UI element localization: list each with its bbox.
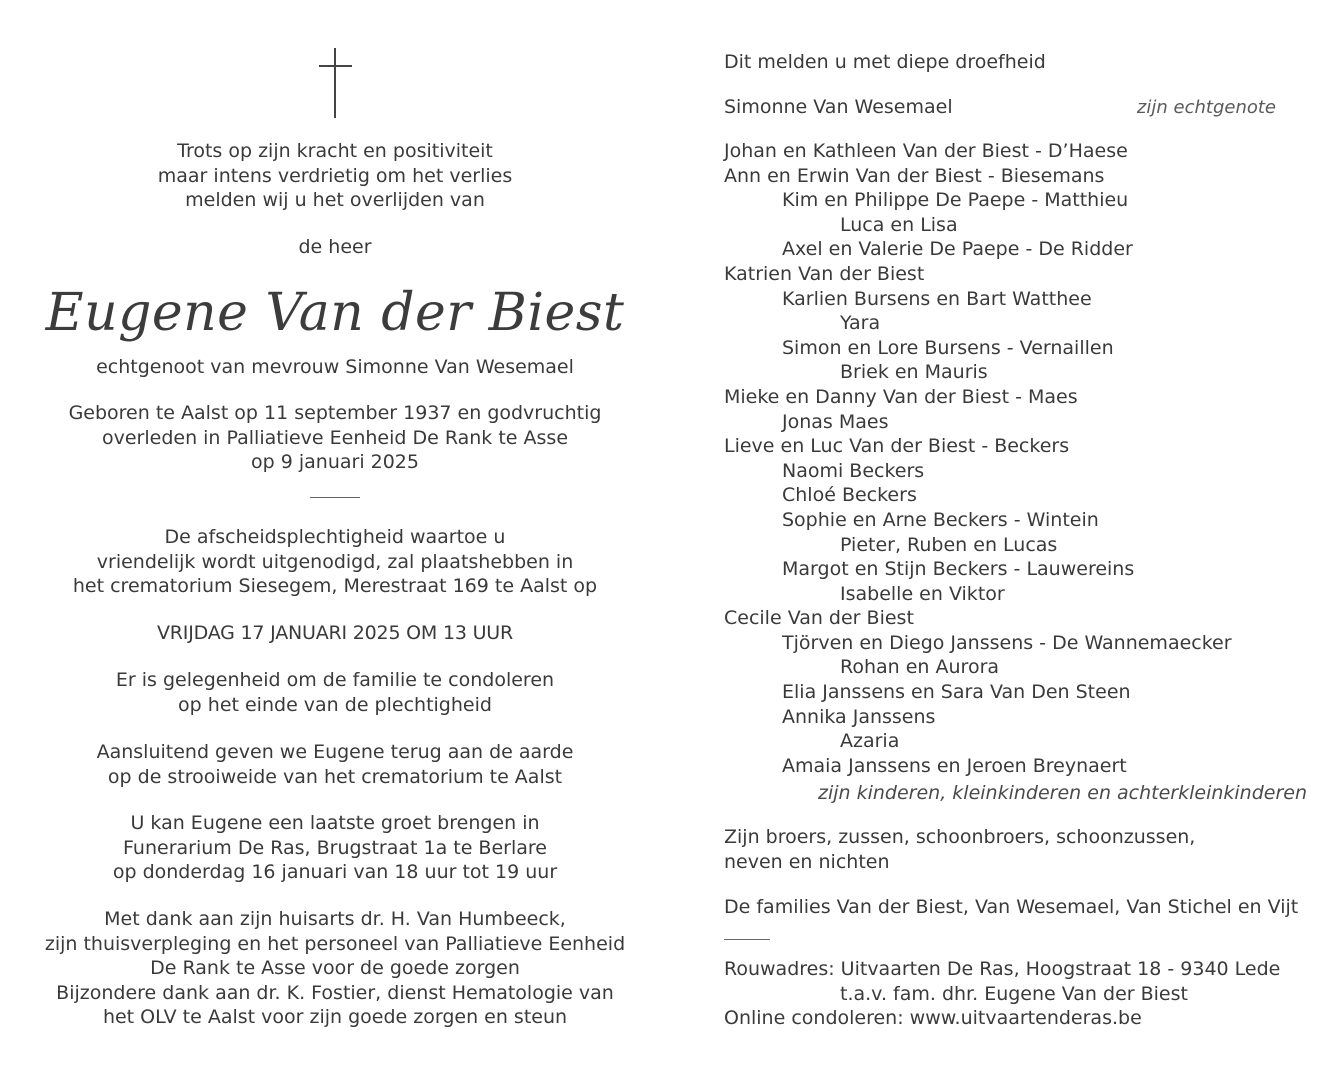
family-member: Isabelle en Viktor <box>840 582 1005 605</box>
family-member: Rohan en Aurora <box>840 656 1000 679</box>
family-member: Pieter, Ruben en Lucas <box>840 533 1058 556</box>
family-member: Axel en Valerie De Paepe - De Ridder <box>782 238 1133 261</box>
family-member: Mieke en Danny Van der Biest - Maes <box>724 385 1078 408</box>
family-member: Karlien Bursens en Bart Watthee <box>782 287 1092 310</box>
family-member: Luca en Lisa <box>840 213 958 236</box>
burial-text: Aansluitend geven we Eugene terug aan de aarde op de strooiweide van het crematorium te Aalst <box>96 741 574 788</box>
family-member: Johan en Kathleen Van der Biest - D’Haese <box>724 140 1128 162</box>
family-list <box>724 139 1232 778</box>
family-member: Briek en Mauris <box>840 361 988 384</box>
mourning-address: Rouwadres: Uitvaarten De Ras, Hoogstraat 18 - 9340 Lede <box>724 958 1281 980</box>
family-member: Sophie en Arne Beckers - Wintein <box>782 508 1099 531</box>
cross-icon <box>335 48 336 49</box>
family-member: Margot en Stijn Beckers - Lauwereins <box>782 558 1135 581</box>
family-member: Naomi Beckers <box>782 459 925 482</box>
family-member: Yara <box>840 312 881 335</box>
family-member: Tjörven en Diego Janssens - De Wannemaecker <box>782 631 1232 654</box>
family-member: Amaia Janssens en Jeroen Breynaert <box>782 754 1127 777</box>
ceremony-text: De afscheidsplechtigheid waartoe u vriendelijk wordt uitgenodigd, zal plaatshebben in het crematorium Siesegem, Merestraat 169 te Aalst op <box>72 526 598 598</box>
spouse-name: Simonne Van Wesemael <box>724 96 953 118</box>
family-member: Chloé Beckers <box>782 484 917 507</box>
divider <box>310 497 360 498</box>
siblings-text: Zijn broers, zussen, schoonbroers, schoonzussen, neven en nichten <box>724 826 1196 873</box>
announcement: Dit melden u met diepe droefheid <box>724 51 1046 73</box>
divider <box>724 939 770 940</box>
family-member: Katrien Van der Biest <box>724 262 925 285</box>
family-member: Simon en Lore Bursens - Vernaillen <box>782 336 1114 359</box>
families-line: De families Van der Biest, Van Wesemael, Van Stichel en Vijt <box>724 896 1299 918</box>
online-condolence: Online condoleren: www.uitvaartenderas.be <box>724 1007 1142 1029</box>
family-member: Ann en Erwin Van der Biest - Biesemans <box>724 164 1105 187</box>
deceased-name: Eugene Van der Biest <box>45 283 625 343</box>
family-member: Cecile Van der Biest <box>724 607 914 630</box>
thanks-text: Met dank aan zijn huisarts dr. H. Van Humbeeck, zijn thuisverpleging en het personeel van Palliatieve Eenheid De Rank te Asse voor de goede zorgen Bijzondere dank aan dr. K. Fostier, dienst Hematologie van het OLV te Aalst voor zijn goede zorgen en steun <box>44 908 626 1029</box>
ceremony-date: VRIJDAG 17 JANUARI 2025 OM 13 UUR <box>157 622 513 644</box>
family-member: Lieve en Luc Van der Biest - Beckers <box>724 435 1070 458</box>
family-member: Annika Janssens <box>782 705 936 728</box>
visitation-text: U kan Eugene een laatste groet brengen in Funerarium De Ras, Brugstraat 1a te Berlare op donderdag 16 januari van 18 uur tot 19 uur <box>112 812 558 884</box>
condolence-text: Er is gelegenheid om de familie te condoleren op het einde van de plechtigheid <box>115 669 555 716</box>
family-member: Elia Janssens en Sara Van Den Steen <box>782 681 1131 704</box>
spouse-line: echtgenoot van mevrouw Simonne Van Wesemael <box>96 356 574 378</box>
birth-death-text: Geboren te Aalst op 11 september 1937 en godvruchtig overleden in Palliatieve Eenheid De Rank te Asse op 9 januari 2025 <box>68 402 602 474</box>
family-member: Jonas Maes <box>782 410 889 433</box>
family-member: Azaria <box>840 730 900 753</box>
family-member: Kim en Philippe De Paepe - Matthieu <box>782 189 1129 212</box>
spouse-role: zijn echtgenote <box>1136 97 1276 118</box>
intro-text: Trots op zijn kracht en positiviteit maar intens verdrietig om het verlies melden wij u het overlijden van <box>157 140 513 212</box>
honorific: de heer <box>298 236 372 258</box>
children-role: zijn kinderen, kleinkinderen en achterkleinkinderen <box>818 782 1308 804</box>
address-attention: t.a.v. fam. dhr. Eugene Van der Biest <box>840 983 1188 1005</box>
